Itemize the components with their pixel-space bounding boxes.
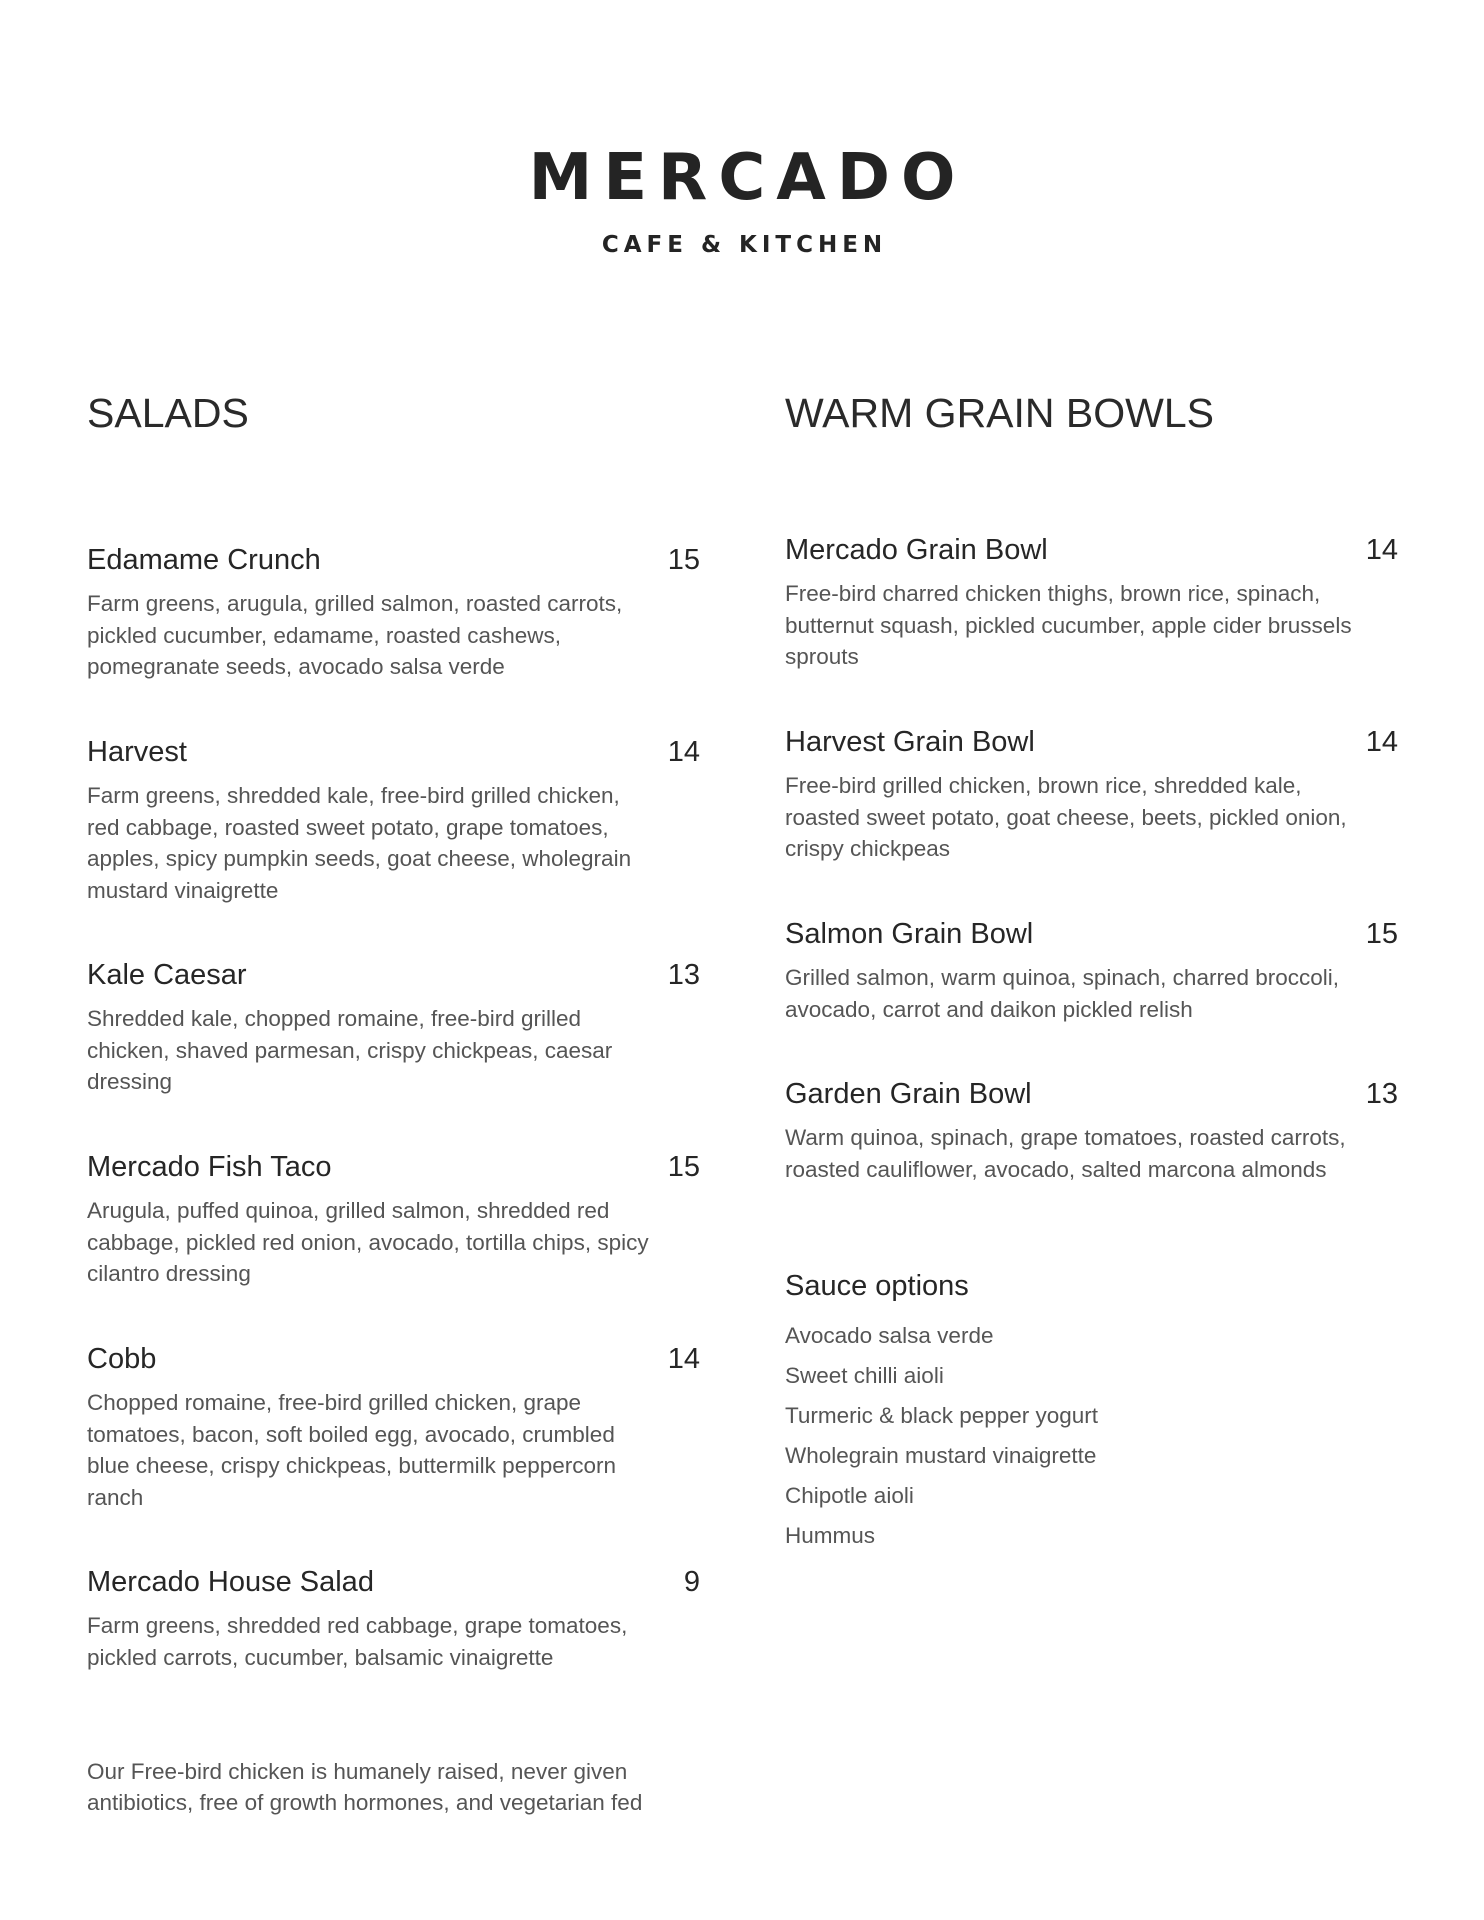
- item-description: Free-bird charred chicken thighs, brown rice, spinach, butternut squash, pickled cucumber, apple cider brussels sprouts: [785, 581, 1352, 669]
- item-price: 14: [667, 1343, 700, 1375]
- item-name: Garden Grain Bowl: [785, 1078, 1032, 1110]
- sauce-option: Wholegrain mustard vinaigrette: [785, 1443, 1097, 1468]
- item-price: 15: [667, 544, 700, 576]
- menu-item: [87, 1147, 700, 1339]
- item-description: Free-bird grilled chicken, brown rice, shredded kale, roasted sweet potato, goat cheese, beets, pickled onion, crispy chickpeas: [785, 773, 1347, 861]
- menu-item: [87, 732, 700, 955]
- item-price: 13: [1365, 1078, 1398, 1110]
- menu-item: [785, 722, 1398, 914]
- item-name: Kale Caesar: [87, 959, 247, 991]
- item-name: Salmon Grain Bowl: [785, 918, 1034, 950]
- item-price: 14: [667, 736, 700, 768]
- brand-name: MERCADO: [528, 141, 967, 215]
- sauce-option: Turmeric & black pepper yogurt: [785, 1403, 1099, 1428]
- brand-subtitle: CAFE & KITCHEN: [601, 232, 888, 258]
- sauce-options: [785, 1266, 1398, 1556]
- grain-bowls-list: [785, 530, 1398, 1556]
- salads-section: [87, 388, 700, 1722]
- menu-item: [87, 540, 700, 732]
- item-description: Farm greens, arugula, grilled salmon, roasted carrots, pickled cucumber, edamame, roasted cashews, pomegranate seeds, avocado salsa verde: [87, 591, 623, 679]
- item-price: 13: [667, 959, 700, 991]
- menu-item: [87, 1562, 700, 1722]
- item-description: Chopped romaine, free-bird grilled chicken, grape tomatoes, bacon, soft boiled egg, avocado, crumbled blue cheese, crispy chickpeas, buttermilk peppercorn ranch: [87, 1390, 617, 1510]
- grain-bowls-section: [785, 388, 1398, 1556]
- menu-item: [785, 530, 1398, 722]
- item-price: 15: [1365, 918, 1398, 950]
- menu-item: [785, 914, 1398, 1074]
- item-name: Mercado Fish Taco: [87, 1151, 332, 1183]
- sauce-options-title: Sauce options: [785, 1270, 969, 1302]
- sauce-option: Hummus: [785, 1523, 876, 1548]
- chicken-footnote: Our Free-bird chicken is humanely raised, never given antibiotics, free of growth hormones, and vegetarian fed: [87, 1758, 643, 1815]
- sauce-list: [785, 1316, 1398, 1556]
- sauce-option: Chipotle aioli: [785, 1483, 914, 1508]
- sauce-option: Avocado salsa verde: [785, 1323, 994, 1348]
- item-description: Farm greens, shredded kale, free-bird grilled chicken, red cabbage, roasted sweet potato, grape tomatoes, apples, spicy pumpkin seeds, goat cheese, wholegrain mustard vinaigrette: [87, 783, 632, 903]
- item-description: Arugula, puffed quinoa, grilled salmon, shredded red cabbage, pickled red onion, avocado, tortilla chips, spicy cilantro dressing: [87, 1198, 649, 1286]
- item-description: Grilled salmon, warm quinoa, spinach, charred broccoli, avocado, carrot and daikon pickled relish: [785, 965, 1339, 1022]
- item-description: Warm quinoa, spinach, grape tomatoes, roasted carrots, roasted cauliflower, avocado, salted marcona almonds: [785, 1125, 1346, 1182]
- item-description: Farm greens, shredded red cabbage, grape tomatoes, pickled carrots, cucumber, balsamic vinaigrette: [87, 1613, 628, 1670]
- item-name: Harvest: [87, 736, 187, 768]
- item-description: Shredded kale, chopped romaine, free-bird grilled chicken, shaved parmesan, crispy chickpeas, caesar dressing: [87, 1006, 613, 1094]
- item-name: Mercado House Salad: [87, 1566, 374, 1598]
- item-price: 9: [683, 1566, 700, 1598]
- brand-header: [0, 138, 1484, 258]
- menu-item: [87, 1339, 700, 1562]
- item-name: Harvest Grain Bowl: [785, 726, 1035, 758]
- item-price: 14: [1365, 534, 1398, 566]
- menu-item: [87, 955, 700, 1147]
- menu-item: [785, 1074, 1398, 1266]
- item-name: Mercado Grain Bowl: [785, 534, 1048, 566]
- grain-bowls-title: WARM GRAIN BOWLS: [785, 390, 1214, 436]
- item-price: 14: [1365, 726, 1398, 758]
- salads-title: SALADS: [87, 390, 249, 436]
- item-name: Cobb: [87, 1343, 157, 1375]
- salads-list: [87, 540, 700, 1722]
- item-name: Edamame Crunch: [87, 544, 321, 576]
- sauce-option: Sweet chilli aioli: [785, 1363, 944, 1388]
- item-price: 15: [667, 1151, 700, 1183]
